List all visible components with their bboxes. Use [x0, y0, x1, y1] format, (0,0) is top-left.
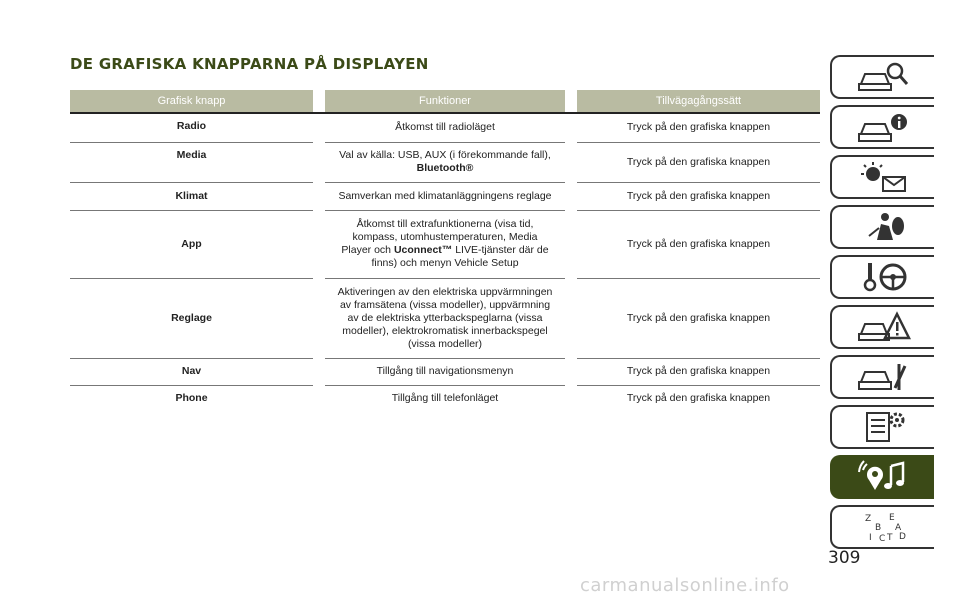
multimedia-music-icon — [855, 460, 911, 494]
button-cell: Klimat — [70, 182, 313, 210]
tab-warning-car[interactable] — [830, 305, 934, 349]
table-header-row — [70, 90, 820, 113]
svg-text:D: D — [899, 532, 906, 542]
table-row — [70, 385, 820, 411]
button-cell: App — [70, 210, 313, 278]
function-cell — [325, 142, 565, 182]
table-row — [70, 358, 820, 385]
key-steering-wheel-icon — [855, 260, 911, 294]
watermark: carmanualsonline.info — [580, 575, 790, 596]
light-envelope-icon — [855, 160, 911, 194]
button-cell: Media — [70, 142, 313, 182]
table-row — [70, 142, 820, 182]
function-bold-text: Bluetooth® — [416, 162, 474, 174]
tab-car-search[interactable] — [830, 55, 934, 99]
button-cell: Radio — [70, 113, 313, 142]
chapter-tabs — [830, 55, 934, 555]
procedure-cell: Tryck på den grafiska knappen — [577, 278, 820, 358]
table-row — [70, 113, 820, 142]
table-row — [70, 278, 820, 358]
svg-text:Z: Z — [865, 514, 872, 524]
tab-car-wrench[interactable] — [830, 355, 934, 399]
table-row — [70, 210, 820, 278]
tab-airbag-person[interactable] — [830, 205, 934, 249]
procedure-cell: Tryck på den grafiska knappen — [626, 391, 771, 404]
function-cell — [325, 210, 565, 278]
spec-sheet-gear-icon — [855, 410, 911, 444]
tab-spec-sheet-gear[interactable] — [830, 405, 934, 449]
tab-key-steering-wheel[interactable] — [830, 255, 934, 299]
airbag-person-icon — [855, 210, 911, 244]
function-cell: Aktiveringen av den elektriska uppvärmningen av framsätena (vissa modeller), uppvärmning av de elektriska ytterbackspeglarna (vissa modeller), elektrokromatisk innerbackspegel (vissa modeller) — [325, 278, 565, 358]
svg-text:B: B — [875, 523, 882, 533]
button-cell: Nav — [70, 358, 313, 385]
svg-text:I: I — [869, 533, 872, 543]
car-search-icon — [855, 60, 911, 94]
function-text: Val av källa: USB, AUX (i förekommande fall), — [339, 149, 551, 161]
procedure-cell: Tryck på den grafiska knappen — [577, 358, 820, 385]
function-text-after: LIVE-tjänster där de finns) och menyn Vehicle Setup — [371, 244, 549, 269]
button-cell: Phone — [175, 391, 208, 404]
function-bold-text: Uconnect™ — [393, 244, 453, 256]
tab-car-info[interactable] — [830, 105, 934, 149]
table-row — [70, 182, 820, 210]
svg-text:T: T — [887, 533, 893, 543]
button-cell: Reglage — [70, 278, 313, 358]
warning-car-icon — [855, 310, 911, 344]
function-cell: Tillgång till telefonläget — [391, 391, 499, 404]
function-cell: Tillgång till navigationsmenyn — [325, 358, 565, 385]
buttons-table — [70, 90, 820, 411]
tab-light-envelope[interactable] — [830, 155, 934, 199]
procedure-cell: Tryck på den grafiska knappen — [577, 210, 820, 278]
page-number: 309 — [828, 548, 861, 568]
function-cell: Samverkan med klimatanläggningens reglage — [325, 182, 565, 210]
header-funktioner: Funktioner — [325, 90, 565, 113]
procedure-cell: Tryck på den grafiska knappen — [577, 113, 820, 142]
car-wrench-icon — [855, 360, 911, 394]
procedure-cell: Tryck på den grafiska knappen — [577, 182, 820, 210]
function-cell: Åtkomst till radioläget — [325, 113, 565, 142]
procedure-cell: Tryck på den grafiska knappen — [577, 142, 820, 182]
page-heading: DE GRAFISKA KNAPPARNA PÅ DISPLAYEN — [70, 55, 429, 73]
header-tillvagagangssatt: Tillvägagångssätt — [577, 90, 820, 113]
alphabet-index-icon — [855, 510, 911, 544]
function-text: Åtkomst till extrafunktionerna (visa tid, kompass, utomhustemperaturen, Media Player och — [341, 218, 538, 256]
tab-multimedia[interactable] — [830, 455, 934, 499]
header-grafisk-knapp: Grafisk knapp — [70, 90, 313, 113]
tab-alphabet-index[interactable] — [830, 505, 934, 549]
svg-text:C: C — [879, 534, 886, 544]
svg-text:A: A — [895, 523, 902, 533]
svg-text:E: E — [889, 513, 895, 523]
car-info-icon — [855, 110, 911, 144]
